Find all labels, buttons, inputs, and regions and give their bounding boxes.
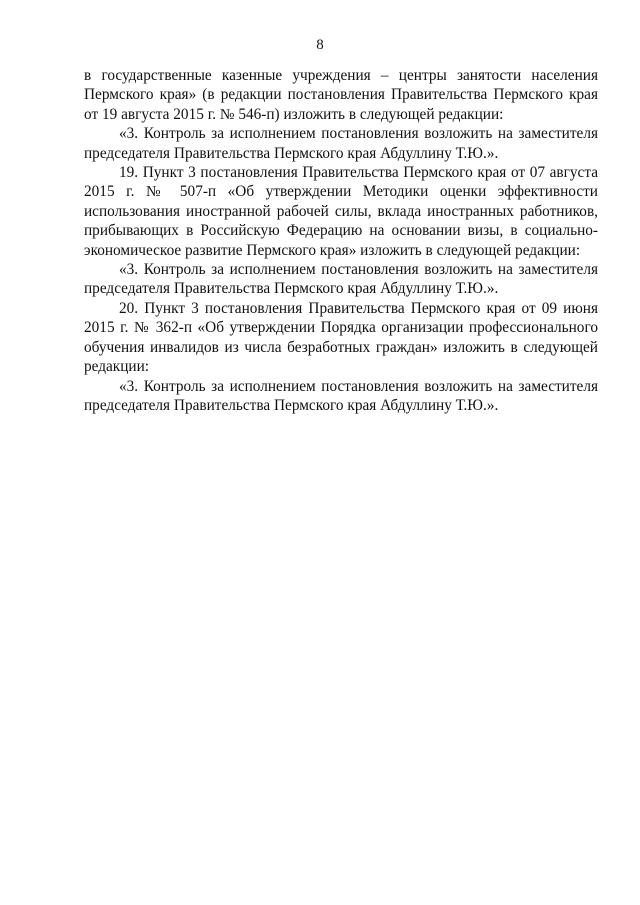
- paragraph-quoted-control-clause: «3. Контроль за исполнением постановления возложить на заместителя председателя Правительства Пермского края Абдуллину Т.Ю.».: [84, 125, 598, 162]
- paragraph-continuation: в государственные казенные учреждения – центры занятости населения Пермского края» (в редакции постановления Правительства Пермского края от 19 августа 2015 г. № 546-п) изложить в следующей редакции:: [84, 67, 598, 123]
- page-number: 8: [316, 37, 324, 53]
- paragraph-quoted-control-clause: «3. Контроль за исполнением постановления возложить на заместителя председателя Правительства Пермского края Абдуллину Т.Ю.».: [84, 377, 598, 414]
- paragraph-item-20: 20. Пункт 3 постановления Правительства Пермского края от 09 июня 2015 г. № 362-п «Об утверждении Порядка организации профессионального обучения инвалидов из числа безработных граждан» изложить в следующей редакции:: [84, 299, 598, 376]
- paragraph-item-19: 19. Пункт 3 постановления Правительства Пермского края от 07 августа 2015 г. № 507-п «Об утверждении Методики оценки эффективности использования иностранной рабочей силы, вклада иностранных работников, прибывающих в Российскую Федерацию на основании визы, в социально-экономическое развитие Пермского края» изложить в следующей редакции:: [84, 164, 598, 259]
- paragraph-quoted-control-clause: «3. Контроль за исполнением постановления возложить на заместителя председателя Правительства Пермского края Абдуллину Т.Ю.».: [84, 261, 598, 298]
- document-body: [84, 66, 598, 415]
